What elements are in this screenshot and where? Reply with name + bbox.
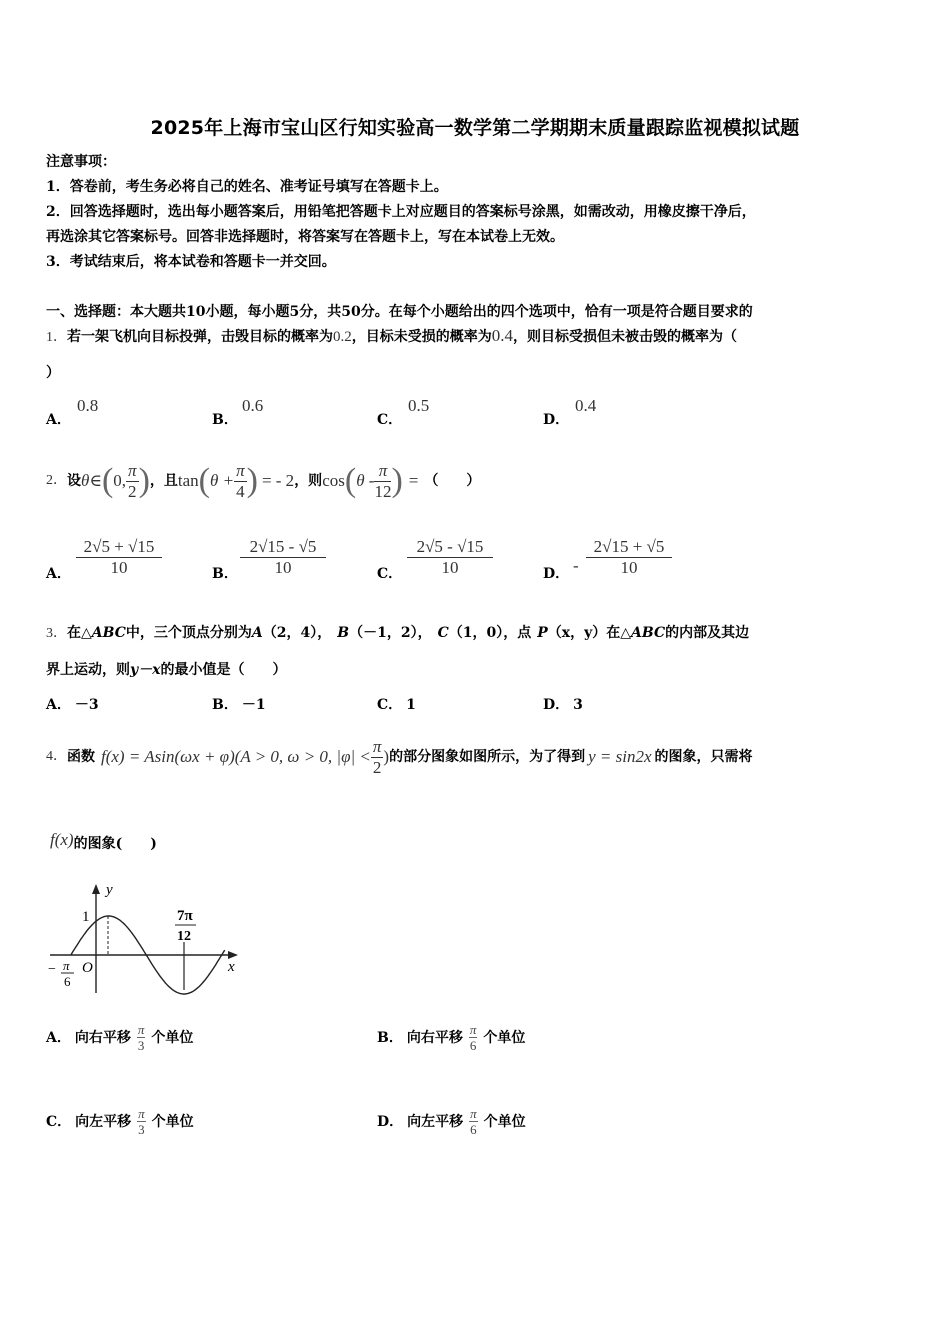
q2-theta: θ — [81, 471, 90, 490]
q2-cos: cos — [322, 471, 345, 490]
q1-option-b-label[interactable]: B． — [212, 412, 238, 428]
q1-option-a-label[interactable]: A． — [46, 412, 71, 428]
notice-item-1: 1．答卷前，考生务必将自己的姓名、准考证号填写在答题卡上。 — [46, 179, 448, 195]
q2-theta-plus: θ + — [210, 471, 235, 490]
notice-item-2: 2．回答选择题时，选出每小题答案后，用铅笔把答题卡上对应题目的答案标号涂黑，如需改动，用橡皮擦干净后， — [46, 204, 756, 220]
graph-tick-right-num: 7π — [177, 908, 193, 924]
question-2: 2． 设 θ ∈ ( 0, $\frac{\pi}{2}$ ) ，且 tan ( θ + $\frac{\pi}{4}$ ) = - 2 ，则 cos ( θ - $\frac{\pi}{12}$ ) = （ ） — [46, 460, 481, 501]
q2-eq-neg2: = - 2 — [261, 471, 295, 490]
graph-tick-right-den: 12 — [177, 929, 191, 944]
question-4 — [46, 732, 753, 782]
graph-y-label: y — [106, 882, 113, 898]
q2-option-d-label[interactable]: D． — [543, 566, 570, 582]
q2-option-a-label[interactable]: A． — [46, 566, 71, 582]
q4-line2: 的图象( ) — [73, 836, 157, 852]
graph-origin-label: O — [82, 960, 93, 976]
q1-value-2: 0.4 — [491, 326, 513, 345]
q1-option-a-value: 0.8 — [77, 396, 99, 415]
q2-number: 2． — [46, 473, 67, 488]
graph-one-label: 1 — [82, 909, 90, 925]
q1-option-c-value: 0.5 — [408, 396, 430, 415]
y-axis-arrow — [92, 884, 100, 894]
page-title: 2025年上海市宝山区行知实验高一数学第二学期期末质量跟踪监视模拟试题 — [150, 117, 800, 139]
q4-han: 函数 — [67, 749, 95, 765]
graph-x-label: x — [228, 959, 235, 975]
q2-option-b-frac: $\frac{2√15 - √5}{10}$ — [240, 537, 326, 578]
q2-qie: ，且 — [149, 473, 178, 489]
q4-option-d[interactable]: D． 向左平移 π 6 个单位 — [377, 1106, 526, 1137]
q2-option-d-sign: - — [573, 556, 579, 575]
notice-item-2-cont: 再选涂其它答案标号。回答非选择题时，将答案写在答题卡上，写在本试卷上无效。 — [46, 229, 564, 245]
question-3-line-1: 3．在△ABC中，三个顶点分别为A（2，4）， B（－1，2）， C（1，0），点 P（x，y）在△ABC的内部及其边 — [46, 625, 750, 641]
q1-text-a: 若一架飞机向目标投弹，击毁目标的概率为 — [67, 329, 333, 345]
q4-target: y = sin2x — [588, 747, 652, 766]
q2-frac-pi-12: $\frac{\pi}{12}$ — [374, 460, 392, 501]
q1-option-b-value: 0.6 — [242, 396, 264, 415]
q2-zero: 0, — [113, 471, 127, 490]
q4-text-b: 的部分图象如图所示，为了得到 — [389, 749, 586, 765]
q4-sine-graph — [44, 878, 244, 1000]
q2-option-d-frac: $\frac{2√15 + √5}{10}$ — [586, 537, 672, 578]
q2-theta-minus: θ - — [356, 471, 375, 490]
notice-item-3: 3．考试结束后，将本试卷和答题卡一并交回。 — [46, 254, 336, 270]
q3-option-b[interactable]: B． －1 — [212, 697, 266, 713]
q2-paren-close: ) — [138, 462, 150, 499]
graph-tick-left-sign: − — [48, 962, 56, 977]
q1-option-d-label[interactable]: D． — [543, 412, 570, 428]
q1-text-b: ，目标未受损的概率为 — [351, 329, 492, 345]
q2-option-c-label[interactable]: C． — [377, 566, 403, 582]
q2-option-b-label[interactable]: B． — [212, 566, 238, 582]
question-1 — [46, 328, 737, 346]
q2-option-c-frac: $\frac{2√5 - √15}{10}$ — [407, 537, 493, 578]
q3-number: 3． — [46, 626, 67, 641]
q2-frac-pi-4: $\frac{\pi}{4}$ — [236, 460, 245, 501]
q2-eq: = — [408, 471, 419, 490]
q1-text-c: ，则目标受损但未被击毁的概率为（ — [513, 329, 737, 345]
q3-option-d[interactable]: D． 3 — [543, 697, 583, 713]
q2-option-a-frac: $\frac{2√5 + √15}{10}$ — [76, 537, 162, 578]
q3-option-a[interactable]: A． －3 — [46, 697, 99, 713]
q3-option-c[interactable]: C． 1 — [377, 697, 416, 713]
notice-heading: 注意事项： — [46, 154, 116, 170]
question-4-line-2 — [50, 828, 157, 852]
q4-number: 4． — [46, 749, 67, 764]
q1-value-1: 0.2 — [333, 329, 352, 345]
q2-blank: （ ） — [424, 473, 481, 489]
q1-number: 1． — [46, 330, 67, 345]
q4-close: ) — [383, 747, 390, 766]
q2-ze: ，则 — [294, 473, 323, 489]
q4-text-c: 的图象，只需将 — [654, 749, 753, 765]
q2-in: ∈ — [89, 471, 102, 490]
q2-paren-open: ( — [101, 462, 114, 499]
q1-option-d-value: 0.4 — [575, 396, 597, 415]
q2-tan: tan — [177, 471, 199, 490]
q2-frac-pi-2: $\frac{\pi}{2}$ — [128, 460, 137, 501]
question-3-line-2: 界上运动，则y－x的最小值是（ ） — [46, 662, 287, 678]
graph-tick-left-num: π — [63, 958, 70, 973]
q4-option-a[interactable]: A． 向右平移 π 3 个单位 — [46, 1022, 194, 1053]
section-heading: 一、选择题：本大题共10小题，每小题5分，共50分。在每个小题给出的四个选项中，恰有一项是符合题目要求的 — [46, 304, 753, 320]
graph-tick-left-den: 6 — [64, 974, 71, 989]
x-axis-arrow — [228, 951, 238, 959]
q4-frac-pi-2: $\frac{\pi}{2}$ — [372, 736, 382, 777]
q2-she: 设 — [67, 473, 81, 489]
q1-close-paren: ） — [46, 365, 60, 381]
q4-option-b[interactable]: B． 向右平移 π 6 个单位 — [377, 1022, 526, 1053]
q4-option-c[interactable]: C． 向左平移 π 3 个单位 — [46, 1106, 194, 1137]
q4-formula: f(x) = Asin(ωx + φ)(A > 0, ω > 0, |φ| < — [101, 747, 371, 766]
q1-option-c-label[interactable]: C． — [377, 412, 403, 428]
q4-fx: f(x) — [50, 830, 74, 849]
